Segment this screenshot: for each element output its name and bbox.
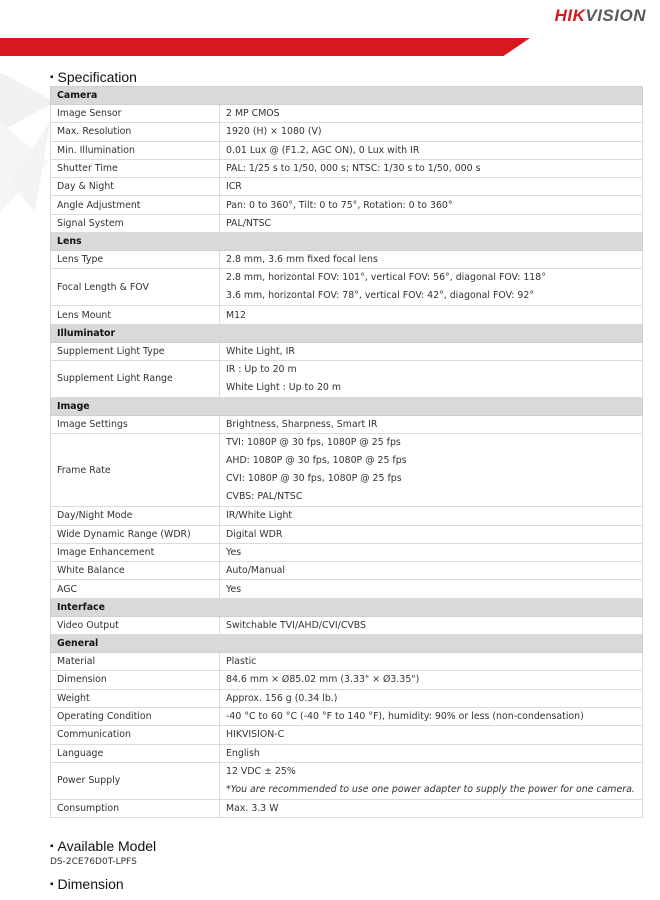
bullet-icon: ▪ [50, 841, 54, 852]
spec-category-label: General [51, 635, 643, 653]
spec-row [51, 214, 643, 232]
spec-label: Shutter Time [51, 159, 220, 177]
spec-category-label: Image [51, 397, 643, 415]
spec-label: Min. Illumination [51, 141, 220, 159]
spec-value: Brightness, Sharpness, Smart IR [220, 415, 643, 433]
spec-value: -40 °C to 60 °C (-40 °F to 140 °F), humidity: 90% or less (non-condensation) [220, 707, 643, 725]
spec-row [51, 342, 643, 360]
spec-row [51, 251, 643, 269]
spec-value: Plastic [220, 653, 643, 671]
spec-value: English [220, 744, 643, 762]
spec-value-line: TVI: 1080P @ 30 fps, 1080P @ 25 fps [226, 437, 401, 449]
spec-label: Angle Adjustment [51, 196, 220, 214]
spec-row [51, 105, 643, 123]
spec-category-row [51, 397, 643, 415]
spec-value-line: 3.6 mm, horizontal FOV: 78°, vertical FOV: 42°, diagonal FOV: 92° [226, 290, 534, 302]
spec-row [51, 306, 643, 324]
spec-row [51, 671, 643, 689]
spec-value-line: *You are recommended to use one power adapter to supply the power for one camera. [226, 783, 635, 795]
spec-value: HIKVISION-C [220, 726, 643, 744]
spec-label: Day & Night [51, 178, 220, 196]
dimension-heading [50, 876, 124, 892]
header-red-band [0, 38, 530, 56]
spec-label: AGC [51, 580, 220, 598]
spec-value: PAL: 1/25 s to 1/50, 000 s; NTSC: 1/30 s to 1/50, 000 s [220, 159, 643, 177]
spec-value: 84.6 mm × Ø85.02 mm (3.33" × Ø3.35") [220, 671, 643, 689]
spec-label: Focal Length & FOV [51, 269, 220, 306]
spec-value-line: CVBS: PAL/NTSC [226, 491, 303, 503]
spec-value: Yes [220, 543, 643, 561]
spec-label: Power Supply [51, 762, 220, 799]
spec-value: 2.8 mm, 3.6 mm fixed focal lens [220, 251, 643, 269]
spec-category-label: Lens [51, 233, 643, 251]
specification-heading-text: Specification [57, 69, 137, 85]
spec-row [51, 360, 643, 397]
spec-row [51, 562, 643, 580]
spec-label: Image Settings [51, 415, 220, 433]
spec-value-line: AHD: 1080P @ 30 fps, 1080P @ 25 fps [226, 455, 407, 467]
spec-value-cell [220, 360, 643, 397]
spec-value-cell [220, 434, 643, 507]
specification-table [50, 86, 643, 818]
spec-row [51, 799, 643, 817]
spec-label: Video Output [51, 616, 220, 634]
spec-label: Communication [51, 726, 220, 744]
spec-value: 1920 (H) × 1080 (V) [220, 123, 643, 141]
spec-row [51, 507, 643, 525]
spec-row [51, 653, 643, 671]
spec-value: Switchable TVI/AHD/CVI/CVBS [220, 616, 643, 634]
spec-row [51, 689, 643, 707]
spec-row [51, 123, 643, 141]
logo-text-vision: VISION [585, 6, 646, 25]
spec-value-line: 12 VDC ± 25% [226, 765, 296, 777]
spec-label: Supplement Light Type [51, 342, 220, 360]
logo-text-hik: HIK [554, 6, 586, 25]
spec-row [51, 415, 643, 433]
spec-category-row [51, 87, 643, 105]
spec-label: Day/Night Mode [51, 507, 220, 525]
spec-value: 0.01 Lux @ (F1.2, AGC ON), 0 Lux with IR [220, 141, 643, 159]
spec-value: 2 MP CMOS [220, 105, 643, 123]
spec-category-label: Camera [51, 87, 643, 105]
spec-row [51, 726, 643, 744]
spec-label: Language [51, 744, 220, 762]
spec-label: Weight [51, 689, 220, 707]
spec-row [51, 762, 643, 799]
spec-row [51, 543, 643, 561]
spec-label: Lens Type [51, 251, 220, 269]
spec-row [51, 707, 643, 725]
spec-row [51, 196, 643, 214]
spec-category-label: Illuminator [51, 324, 643, 342]
spec-value: M12 [220, 306, 643, 324]
bullet-icon: ▪ [50, 879, 54, 890]
spec-value: PAL/NTSC [220, 214, 643, 232]
spec-value-cell [220, 269, 643, 306]
spec-value: Approx. 156 g (0.34 lb.) [220, 689, 643, 707]
spec-category-row [51, 324, 643, 342]
spec-value: ICR [220, 178, 643, 196]
spec-row [51, 744, 643, 762]
spec-label: Consumption [51, 799, 220, 817]
spec-value-line: White Light : Up to 20 m [226, 381, 341, 393]
spec-row [51, 159, 643, 177]
spec-label: Signal System [51, 214, 220, 232]
spec-row [51, 580, 643, 598]
spec-label: Max. Resolution [51, 123, 220, 141]
spec-category-row [51, 233, 643, 251]
spec-row [51, 141, 643, 159]
dimension-heading-text: Dimension [57, 876, 124, 892]
spec-value-line: CVI: 1080P @ 30 fps, 1080P @ 25 fps [226, 473, 402, 485]
spec-value: IR/White Light [220, 507, 643, 525]
specification-heading [50, 69, 137, 85]
spec-value: Digital WDR [220, 525, 643, 543]
spec-value-line: 2.8 mm, horizontal FOV: 101°, vertical FOV: 56°, diagonal FOV: 118° [226, 272, 546, 284]
spec-label: Frame Rate [51, 434, 220, 507]
spec-label: Supplement Light Range [51, 360, 220, 397]
bullet-icon: ▪ [50, 72, 54, 83]
hikvision-logo [555, 6, 646, 26]
spec-row [51, 525, 643, 543]
spec-label: Image Enhancement [51, 543, 220, 561]
spec-row [51, 434, 643, 507]
spec-label: Dimension [51, 671, 220, 689]
spec-row [51, 178, 643, 196]
spec-category-label: Interface [51, 598, 643, 616]
spec-value: White Light, IR [220, 342, 643, 360]
spec-value: Pan: 0 to 360°, Tilt: 0 to 75°, Rotation: 0 to 360° [220, 196, 643, 214]
available-model-heading-text: Available Model [57, 838, 157, 854]
spec-value-cell [220, 762, 643, 799]
spec-value: Max. 3.3 W [220, 799, 643, 817]
available-model-heading [50, 838, 156, 854]
spec-label: Material [51, 653, 220, 671]
spec-label: Lens Mount [51, 306, 220, 324]
spec-label: Operating Condition [51, 707, 220, 725]
spec-value: Yes [220, 580, 643, 598]
spec-value: Auto/Manual [220, 562, 643, 580]
spec-row [51, 269, 643, 306]
spec-label: Image Sensor [51, 105, 220, 123]
spec-label: Wide Dynamic Range (WDR) [51, 525, 220, 543]
spec-label: White Balance [51, 562, 220, 580]
spec-category-row [51, 598, 643, 616]
model-number: DS-2CE76D0T-LPFS [50, 857, 137, 867]
spec-row [51, 616, 643, 634]
spec-category-row [51, 635, 643, 653]
spec-value-line: IR : Up to 20 m [226, 363, 297, 375]
